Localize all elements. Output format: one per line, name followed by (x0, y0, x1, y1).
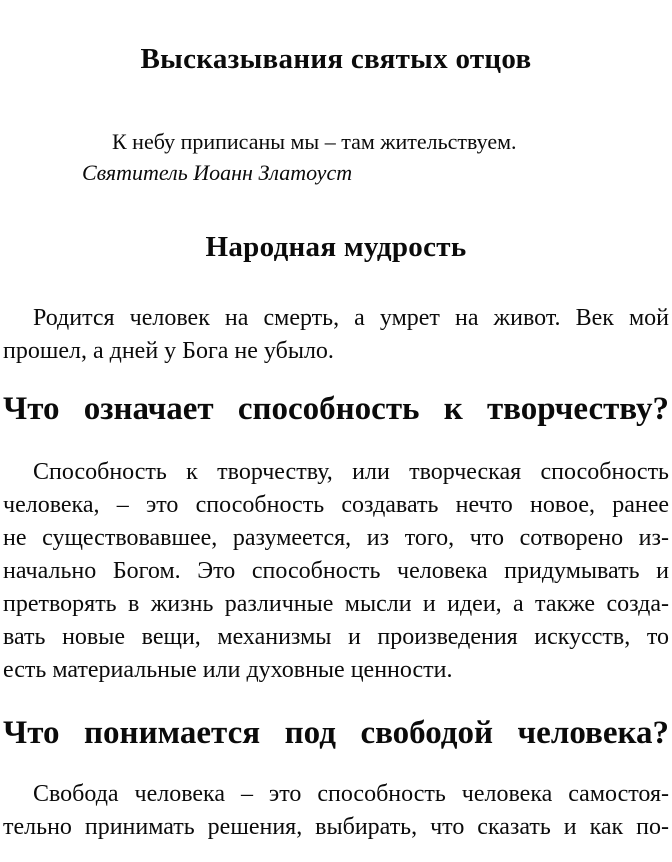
text-line: человека, – это способность создавать нечто новое, ранее (3, 492, 669, 518)
epigraph-quote: К небу приписаны мы – там жительствуем. (112, 129, 517, 154)
epigraph (82, 126, 669, 188)
text-line: есть материальные или духовные ценности. (3, 657, 453, 683)
text-line: Способность к творчеству, или творческая способность (33, 459, 669, 485)
paragraph-freedom (3, 778, 669, 844)
chapter-heading-creativity: Что означает способность к творчеству? (3, 391, 669, 427)
section-heading-folk-wisdom: Народная мудрость (205, 231, 467, 263)
section-heading-sayings: Высказывания святых отцов (140, 43, 532, 75)
text-line: не существовавшее, разумеется, из того, что сотворено из- (3, 525, 669, 551)
epigraph-attribution: Святитель Иоанн Златоуст (82, 160, 353, 185)
chapter-heading-freedom: Что понимается под свободой человека? (3, 715, 669, 751)
text-line: вать новые вещи, механизмы и произведения искусств, то (3, 624, 669, 650)
text-line: начально Богом. Это способность человека придумывать и (3, 558, 669, 584)
text-line: тельно принимать решения, выбирать, что сказать и как по- (3, 814, 669, 840)
text-line: Свобода человека – это способность человека самостоя- (33, 781, 669, 807)
text-line: претворять в жизнь различные мысли и идеи, а также созда- (3, 591, 669, 617)
paragraph-folk-wisdom (3, 302, 669, 368)
paragraph-creativity (3, 456, 669, 687)
text-line: прошел, а дней у Бога не убыло. (3, 338, 334, 364)
text-line: Родится человек на смерть, а умрет на живот. Век мой (33, 305, 669, 331)
